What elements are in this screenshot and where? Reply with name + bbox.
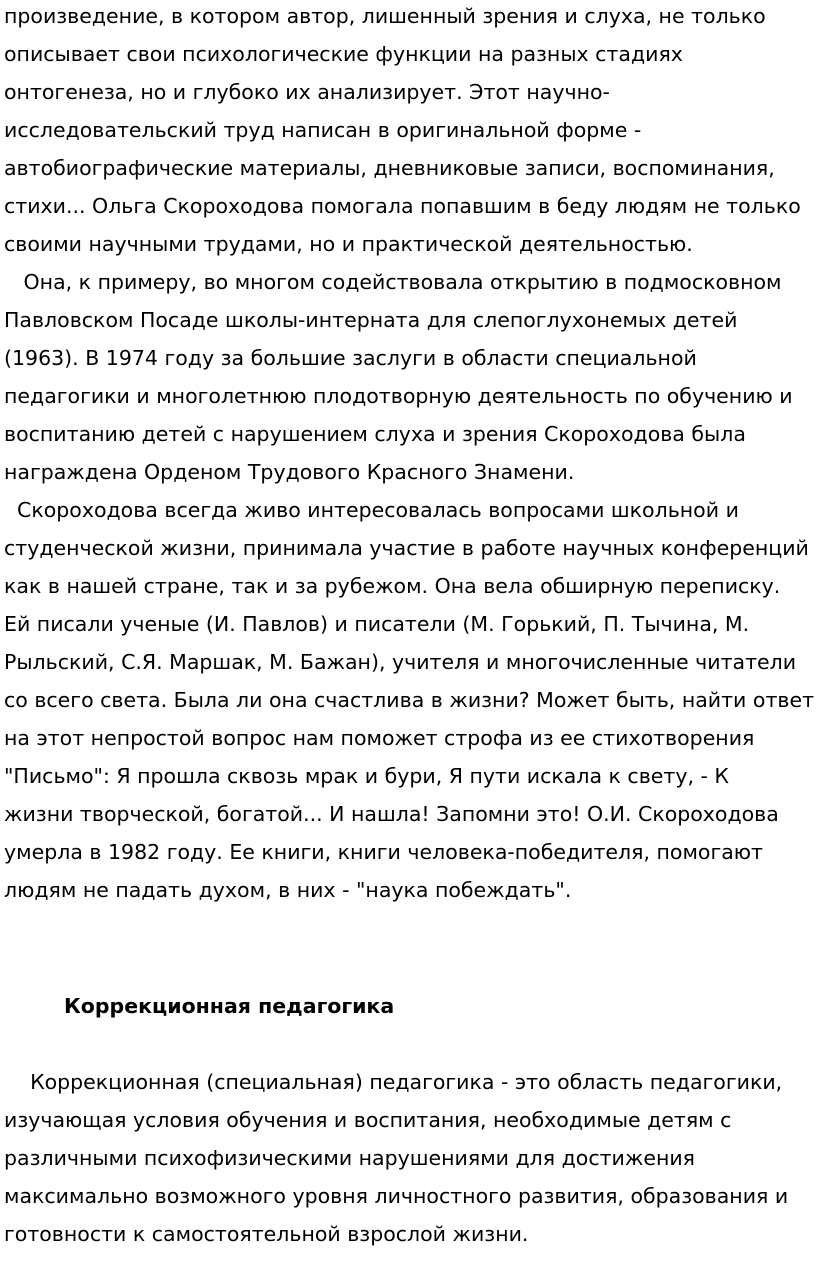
text-line: готовности к самостоятельной взрослой жизни. [4,1222,529,1246]
text-line: исследовательский труд написан в оригинальной форме - [4,118,642,142]
text-line: воспитанию детей с нарушением слуха и зрения Скороходова была [4,422,746,446]
text-line: Павловском Посаде школы-интерната для слепоглухонемых детей [4,308,738,332]
text-line: своими научными трудами, но и практической деятельностью. [4,232,693,256]
text-line: максимально возможного уровня личностного развития, образования и [4,1184,789,1208]
text-line: Рыльский, С.Я. Маршак, М. Бажан), учителя и многочисленные читатели [4,650,797,674]
text-line: различными психофизическими нарушениями для достижения [4,1146,696,1170]
text-line: изучающая условия обучения и воспитания, необходимые детям с [4,1108,732,1132]
text-line: Коррекционная (специальная) педагогика - это область педагогики, [4,1070,783,1094]
text-line: умерла в 1982 году. Ее книги, книги человека-победителя, помогают [4,840,763,864]
text-line: произведение, в котором автор, лишенный зрения и слуха, не только [4,4,766,28]
text-line: студенческой жизни, принимала участие в работе научных конференций [4,536,809,560]
text-line: со всего света. Была ли она счастлива в жизни? Может быть, найти ответ [4,688,815,712]
text-line: как в нашей стране, так и за рубежом. Она вела обширную переписку. [4,574,781,598]
text-line: награждена Орденом Трудового Красного Знамени. [4,460,575,484]
text-line: онтогенеза, но и глубоко их анализирует. Этот научно- [4,80,610,104]
text-line: автобиографические материалы, дневниковые записи, воспоминания, [4,156,775,180]
text-line: людям не падать духом, в них - "наука побеждать". [4,878,572,902]
text-line: на этот непростой вопрос нам поможет строфа из ее стихотворения [4,726,755,750]
text-line: Она, к примеру, во многом содействовала открытию в подмосковном [4,270,782,294]
text-line: (1963). В 1974 году за большие заслуги в области специальной [4,346,697,370]
text-line: жизни творческой, богатой... И нашла! Запомни это! О.И. Скороходова [4,802,779,826]
text-line: "Письмо": Я прошла сквозь мрак и бури, Я пути искала к свету, - К [4,764,729,788]
section-heading: Коррекционная педагогика [64,994,395,1018]
text-line: Ей писали ученые (И. Павлов) и писатели (М. Горький, П. Тычина, М. [4,612,750,636]
text-line: Скороходова всегда живо интересовалась вопросами школьной и [4,498,739,522]
text-line: педагогики и многолетнюю плодотворную деятельность по обучению и [4,384,793,408]
text-line: стихи... Ольга Скороходова помогала попавшим в беду людям не только [4,194,801,218]
text-line: описывает свои психологические функции на разных стадиях [4,42,683,66]
